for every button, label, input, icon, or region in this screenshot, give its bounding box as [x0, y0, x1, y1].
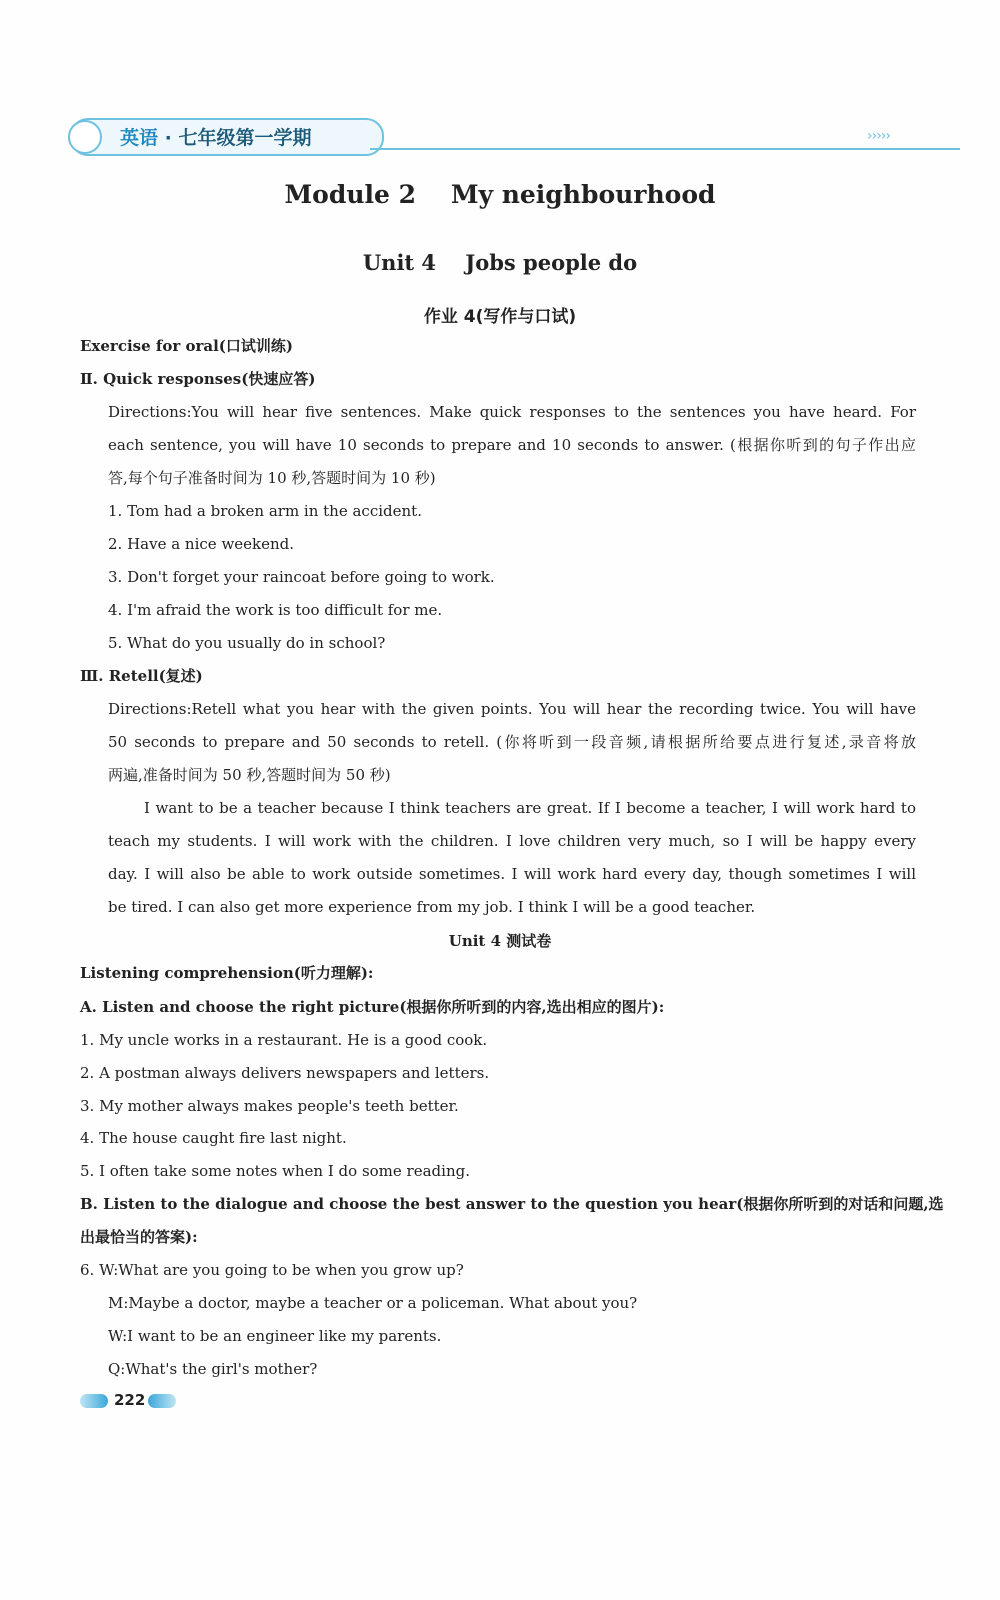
part-b-heading: B. Listen to the dialogue and choose the best answer to the question you hear(根据你所听到的对话和问题,选 [80, 1195, 944, 1213]
list-item: 2. A postman always delivers newspapers and letters. [80, 1064, 490, 1082]
page-number: 222 [114, 1391, 146, 1409]
list-item: 4. The house caught fire last night. [80, 1129, 347, 1147]
module-title: Module 2 My neighbourhood [284, 180, 716, 209]
list-item: 5. I often take some notes when I do some reading. [80, 1162, 470, 1180]
header-grade: 七年级第一学期 [178, 127, 312, 149]
page-number-badge [80, 1390, 180, 1412]
part-b-heading-cont: 出最恰当的答案): [80, 1228, 198, 1246]
directions-line: Directions:You will hear five sentences. Make quick responses to the sentences you have heard. For [108, 403, 916, 421]
list-item: 1. My uncle works in a restaurant. He is a good cook. [80, 1031, 488, 1049]
directions-line: each sentence, you will have 10 seconds to prepare and 10 seconds to answer. (根据你听到的句子作出应 [108, 436, 916, 454]
quick-responses-heading: Ⅱ. Quick responses(快速应答) [80, 370, 316, 388]
header-title [120, 123, 312, 150]
homework-title: 作业 4(写作与口试) [423, 307, 577, 327]
list-item: 4. I'm afraid the work is too difficult for me. [108, 601, 443, 619]
dialogue-line: M:Maybe a doctor, maybe a teacher or a policeman. What about you? [108, 1294, 638, 1312]
page-dot-right-icon [148, 1394, 176, 1408]
directions-line: 答,每个句子准备时间为 10 秒,答题时间为 10 秒) [108, 469, 436, 487]
page-dot-left-icon [80, 1394, 108, 1408]
list-item: 5. What do you usually do in school? [108, 634, 386, 652]
passage-line: I want to be a teacher because I think teachers are great. If I become a teacher, I will work hard to [144, 799, 916, 817]
list-item: 1. Tom had a broken arm in the accident. [108, 502, 422, 520]
dialogue-line: 6. W:What are you going to be when you grow up? [80, 1261, 464, 1279]
header-rule [370, 148, 960, 150]
page-header [70, 118, 890, 158]
list-item: 3. My mother always makes people's teeth better. [80, 1097, 459, 1115]
passage-line: day. I will also be able to work outside sometimes. I will work hard every day, though sometimes I will [108, 865, 916, 883]
passage-line: be tired. I can also get more experience from my job. I think I will be a good teacher. [108, 898, 756, 916]
header-dot: · [164, 127, 172, 149]
header-circle-icon [68, 120, 102, 154]
list-item: 3. Don't forget your raincoat before going to work. [108, 568, 495, 586]
header-subject: 英语 [120, 127, 159, 149]
header-arrows-icon: ››››› [867, 128, 890, 144]
part-a-heading: A. Listen and choose the right picture(根据你所听到的内容,选出相应的图片): [80, 998, 665, 1016]
dialogue-line: Q:What's the girl's mother? [108, 1360, 318, 1378]
listening-heading: Listening comprehension(听力理解): [80, 964, 374, 982]
oral-heading: Exercise for oral(口试训练) [80, 337, 293, 355]
unit-test-title: Unit 4 测试卷 [448, 932, 552, 950]
directions-line: 两遍,准备时间为 50 秒,答题时间为 50 秒) [108, 766, 391, 784]
directions-line: 50 seconds to prepare and 50 seconds to retell. (你将听到一段音频,请根据所给要点进行复述,录音将放 [108, 733, 916, 751]
passage-line: teach my students. I will work with the children. I love children very much, so I will be happy every [108, 832, 916, 850]
list-item: 2. Have a nice weekend. [108, 535, 295, 553]
retell-heading: Ⅲ. Retell(复述) [80, 667, 203, 685]
directions-line: Directions:Retell what you hear with the given points. You will hear the recording twice. You will have [108, 700, 916, 718]
unit-title: Unit 4 Jobs people do [362, 250, 638, 275]
dialogue-line: W:I want to be an engineer like my parents. [108, 1327, 442, 1345]
